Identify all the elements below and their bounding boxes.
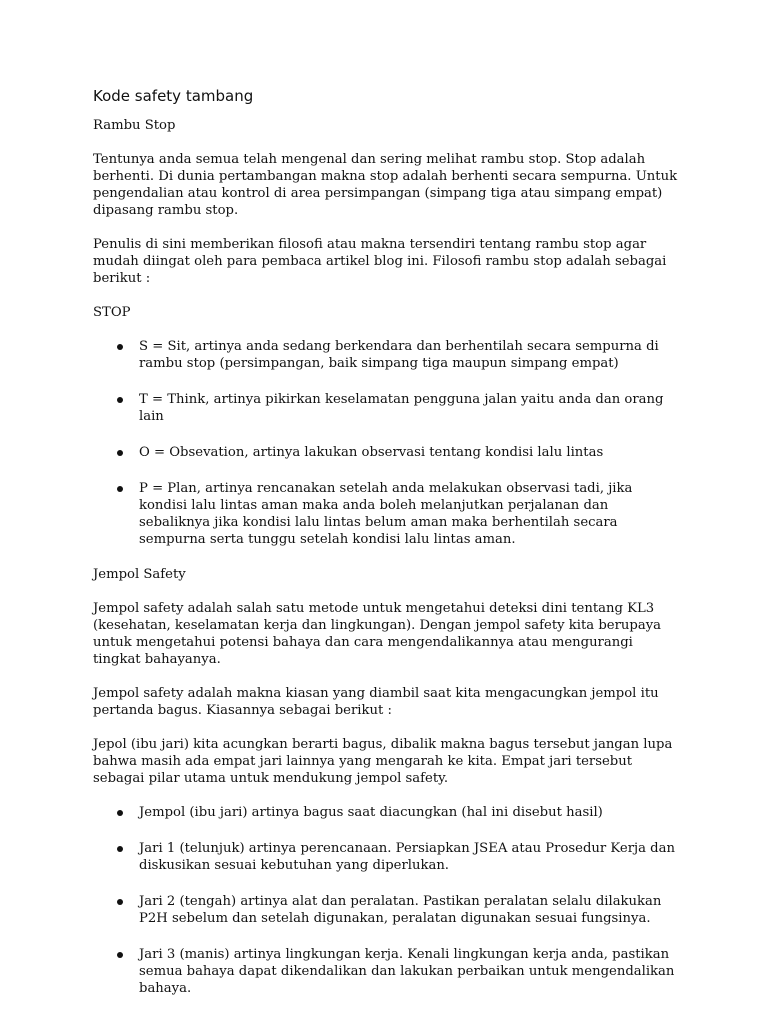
paragraph: Jempol safety adalah makna kiasan yang diambil saat kita mengacungkan jempol itu pertanda bagus. Kiasannya sebagai berikut : (93, 686, 659, 718)
list-item (93, 946, 683, 997)
paragraph: Tentunya anda semua telah mengenal dan sering melihat rambu stop. Stop adalah berhenti. Di dunia pertambangan makna stop adalah berhenti secara sempurna. Untuk pengendalian atau kontrol di area persimpangan (simpang tiga atau simpang empat) dipasang rambu stop. (93, 152, 678, 218)
subheading-stop: STOP (93, 305, 131, 320)
bullet-icon (117, 450, 123, 456)
list-item (93, 444, 683, 461)
bullet-icon (117, 846, 123, 852)
list-item (93, 391, 683, 425)
list-item (93, 480, 683, 548)
section-heading-jempol-safety: Jempol Safety (93, 567, 186, 582)
bullet-icon (117, 344, 123, 350)
list-item-text: Jari 3 (manis) artinya lingkungan kerja. Kenali lingkungan kerja anda, pastikan semua bahaya dapat dikendalikan dan lakukan perbaikan untuk mengendalikan bahaya. (139, 947, 675, 996)
bullet-icon (117, 810, 123, 816)
list-item-text: T = Think, artinya pikirkan keselamatan pengguna jalan yaitu anda dan orang lain (139, 392, 664, 424)
bullet-icon (117, 952, 123, 958)
bullet-icon (117, 899, 123, 905)
list-item (93, 338, 683, 372)
bullet-icon (117, 486, 123, 492)
document-body (93, 86, 683, 1014)
jempol-bullet-list (93, 804, 683, 997)
stop-bullet-list (93, 338, 683, 548)
list-item-text: Jari 2 (tengah) artinya alat dan peralatan. Pastikan peralatan selalu dilakukan P2H sebelum dan setelah digunakan, peralatan digunakan sesuai fungsinya. (139, 894, 662, 926)
list-item-text: Jempol (ibu jari) artinya bagus saat diacungkan (hal ini disebut hasil) (139, 805, 603, 820)
list-item-text: P = Plan, artinya rencanakan setelah anda melakukan observasi tadi, jika kondisi lalu lintas aman maka anda boleh melanjutkan perjalanan dan sebaliknya jika kondisi lalu lintas belum aman maka berhentilah secara sempurna serta tunggu setelah kondisi lalu lintas aman. (139, 481, 633, 547)
list-item (93, 893, 683, 927)
list-item (93, 840, 683, 874)
document-title: Kode safety tambang (93, 87, 254, 105)
list-item (93, 804, 683, 821)
bullet-icon (117, 397, 123, 403)
section-heading-rambu-stop: Rambu Stop (93, 118, 176, 133)
paragraph: Penulis di sini memberikan filosofi atau makna tersendiri tentang rambu stop agar mudah diingat oleh para pembaca artikel blog ini. Filosofi rambu stop adalah sebagai berikut : (93, 237, 667, 286)
paragraph: Jepol (ibu jari) kita acungkan berarti bagus, dibalik makna bagus tersebut jangan lupa bahwa masih ada empat jari lainnya yang mengarah ke kita. Empat jari tersebut sebagai pilar utama untuk mendukung jempol safety. (93, 737, 673, 786)
list-item-text: Jari 1 (telunjuk) artinya perencanaan. Persiapkan JSEA atau Prosedur Kerja dan diskusikan sesuai kebutuhan yang diperlukan. (139, 841, 675, 873)
list-item-text: O = Obsevation, artinya lakukan observasi tentang kondisi lalu lintas (139, 445, 604, 460)
paragraph: Jempol safety adalah salah satu metode untuk mengetahui deteksi dini tentang KL3 (kesehatan, keselamatan kerja dan lingkungan). Dengan jempol safety kita berupaya untuk mengetahui potensi bahaya dan cara mengendalikannya atau mengurangi tingkat bahayanya. (93, 601, 662, 667)
list-item-text: S = Sit, artinya anda sedang berkendara dan berhentilah secara sempurna di rambu stop (persimpangan, baik simpang tiga maupun simpang empat) (139, 339, 659, 371)
